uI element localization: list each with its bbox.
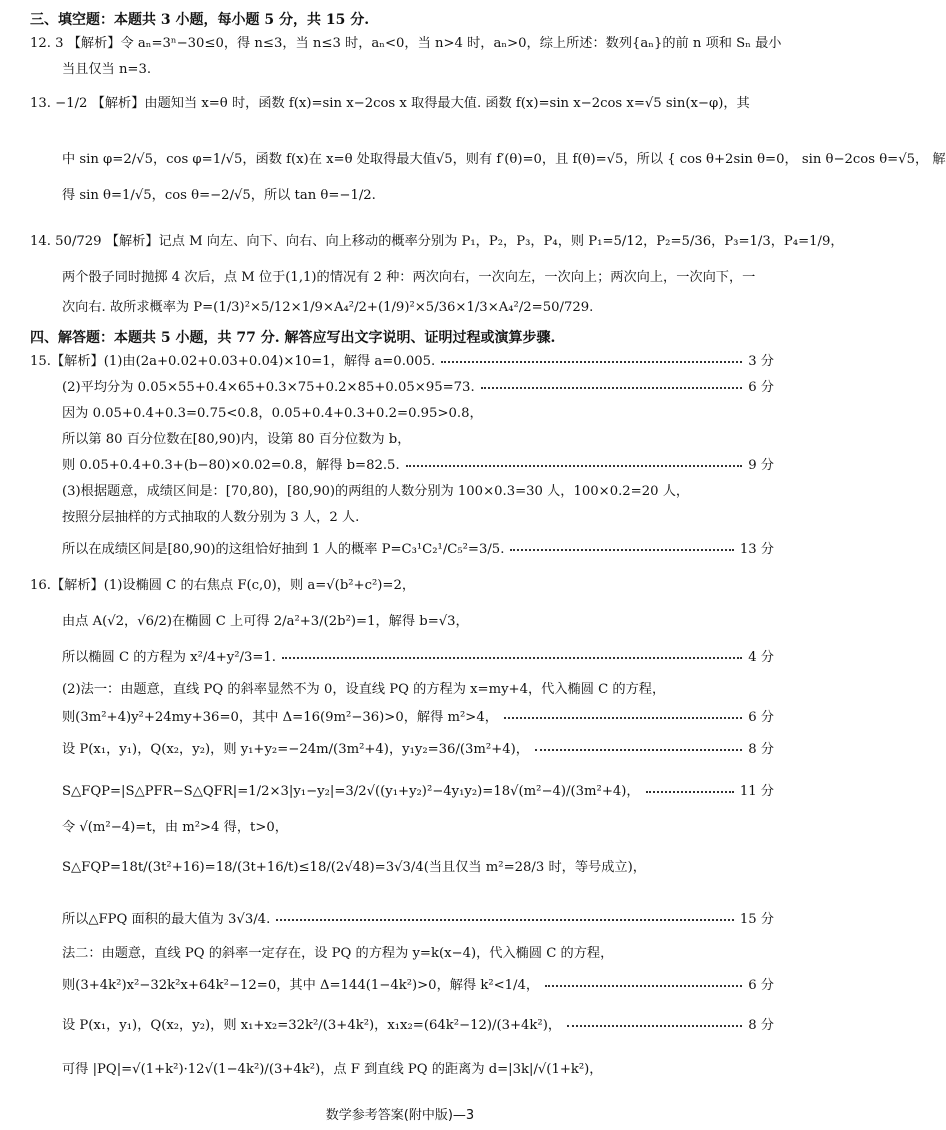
leader-dots: [481, 387, 743, 389]
leader-dots: [567, 1025, 742, 1027]
answer-16-line: 由点 A(√2，√6/2)在椭圆 C 上可得 2/a²+3/(2b²)=1，解得 b=√3，: [62, 614, 469, 629]
answer-16-line: S△FQP=18t/(3t²+16)=18/(3t+16/t)≤18/(2√48)=3√3/4(当且仅当 m²=28/3 时，等号成立)，: [62, 860, 646, 875]
score-label: 8 分: [748, 1018, 774, 1033]
page-footer: 数学参考答案(附中版)—3: [325, 1108, 475, 1123]
answer-13-line-3: 得 sin θ=1/√5，cos θ=−2/√5，所以 tan θ=−1/2.: [62, 188, 376, 203]
leader-dots: [535, 749, 742, 751]
answer-16-line: 16.【解析】(1)设椭圆 C 的右焦点 F(c,0)，则 a=√(b²+c²)=2，: [30, 578, 416, 593]
leader-dots: [441, 361, 742, 363]
score-label: 6 分: [748, 380, 774, 395]
answer-text: 则(3m²+4)y²+24my+36=0，其中 Δ=16(9m²−36)>0，解得 m²>4，: [62, 710, 498, 725]
answer-14-line-3: 次向右. 故所求概率为 P=(1/3)²×5/12×1/9×A₄²/2+(1/9)²×5/36×1/3×A₄²/2=50/729.: [62, 300, 594, 315]
answer-16-line: [62, 976, 774, 996]
answer-13-line-2: 中 sin φ=2/√5，cos φ=1/√5，函数 f(x)在 x=θ 处取得最大值√5，则有 f′(θ)=0，且 f(θ)=√5，所以 { cos θ+2sin θ=0， sin θ−2cos θ=√5， 解: [62, 152, 946, 167]
answer-text: (2)平均分为 0.05×55+0.4×65+0.3×75+0.2×85+0.05×95=73.: [62, 380, 475, 395]
answer-13-line-1: 13. −1/2 【解析】由题知当 x=θ 时，函数 f(x)=sin x−2cos x 取得最大值. 函数 f(x)=sin x−2cos x=√5 sin(x−φ)，其: [30, 96, 750, 111]
answer-15-line: [62, 456, 774, 476]
answer-text: 所以△FPQ 面积的最大值为 3√3/4.: [62, 912, 271, 927]
leader-dots: [646, 791, 734, 793]
answer-15-line: 所以第 80 百分位数在[80,90)内，设第 80 百分位数为 b，: [62, 432, 411, 447]
answer-16-line: [62, 1016, 774, 1036]
answer-text: 则 0.05+0.4+0.3+(b−80)×0.02=0.8，解得 b=82.5.: [62, 458, 400, 473]
answer-14-line-1: 14. 50/729 【解析】记点 M 向左、向下、向右、向上移动的概率分别为 P₁，P₂，P₃，P₄，则 P₁=5/12，P₂=5/36，P₃=1/3，P₄=1/9，: [30, 234, 844, 249]
answer-text: 所以椭圆 C 的方程为 x²/4+y²/3=1.: [62, 650, 276, 665]
score-label: 6 分: [748, 978, 774, 993]
answer-15-line: 因为 0.05+0.4+0.3=0.75<0.8，0.05+0.4+0.3+0.2=0.95>0.8，: [62, 406, 483, 421]
answer-15-line: [30, 352, 774, 372]
answer-15-line: [62, 378, 774, 398]
answer-text: S△FQP=|S△PFR−S△QFR|=1/2×3|y₁−y₂|=3/2√((y₁+y₂)²−4y₁y₂)=18√(m²−4)/(3m²+4)，: [62, 784, 640, 799]
answer-16-line: 可得 |PQ|=√(1+k²)·12√(1−4k²)/(3+4k²)，点 F 到直线 PQ 的距离为 d=|3k|/√(1+k²)，: [62, 1062, 603, 1077]
answer-12-line-2: 当且仅当 n=3.: [62, 62, 152, 77]
answer-15-line: [62, 540, 774, 560]
answer-16-line: [62, 648, 774, 668]
score-label: 11 分: [739, 784, 774, 799]
leader-dots: [406, 465, 743, 467]
answer-text: 15.【解析】(1)由(2a+0.02+0.03+0.04)×10=1，解得 a=0.005.: [30, 354, 436, 369]
section-heading: 三、填空题：本题共 3 小题，每小题 5 分，共 15 分.: [30, 12, 370, 28]
score-label: 13 分: [739, 542, 774, 557]
section-heading: 四、解答题：本题共 5 小题，共 77 分. 解答应写出文字说明、证明过程或演算步骤.: [30, 330, 556, 346]
answer-16-line: [62, 740, 774, 760]
score-label: 8 分: [748, 742, 774, 757]
score-label: 3 分: [748, 354, 774, 369]
leader-dots: [545, 985, 742, 987]
answer-text: 所以在成绩区间是[80,90)的这组恰好抽到 1 人的概率 P=C₃¹C₂¹/C₅²=3/5.: [62, 542, 505, 557]
answer-14-line-2: 两个骰子同时抛掷 4 次后，点 M 位于(1,1)的情况有 2 种：两次向右，一次向左，一次向上；两次向上，一次向下，一: [62, 270, 756, 285]
leader-dots: [282, 657, 742, 659]
leader-dots: [504, 717, 742, 719]
answer-16-line: [62, 910, 774, 930]
answer-16-line: [62, 708, 774, 728]
leader-dots: [276, 919, 734, 921]
answer-text: 则(3+4k²)x²−32k²x+64k²−12=0，其中 Δ=144(1−4k²)>0，解得 k²<1/4，: [62, 978, 540, 993]
answer-16-line: 令 √(m²−4)=t，由 m²>4 得，t>0，: [62, 820, 288, 835]
answer-16-line: [62, 782, 774, 802]
score-label: 15 分: [739, 912, 774, 927]
score-label: 9 分: [748, 458, 774, 473]
answer-16-line: (2)法一：由题意，直线 PQ 的斜率显然不为 0，设直线 PQ 的方程为 x=my+4，代入椭圆 C 的方程，: [62, 682, 666, 697]
leader-dots: [510, 549, 733, 551]
answer-text: 设 P(x₁，y₁)，Q(x₂，y₂)，则 y₁+y₂=−24m/(3m²+4)，y₁y₂=36/(3m²+4)，: [62, 742, 529, 757]
score-label: 6 分: [748, 710, 774, 725]
answer-12-line-1: 12. 3 【解析】令 aₙ=3ⁿ−30≤0，得 n≤3，当 n≤3 时，aₙ<0，当 n>4 时，aₙ>0，综上所述：数列{aₙ}的前 n 项和 Sₙ 最小: [30, 36, 782, 51]
answer-text: 设 P(x₁，y₁)，Q(x₂，y₂)，则 x₁+x₂=32k²/(3+4k²)，x₁x₂=(64k²−12)/(3+4k²)，: [62, 1018, 562, 1033]
answer-15-line: 按照分层抽样的方式抽取的人数分别为 3 人，2 人.: [62, 510, 360, 525]
score-label: 4 分: [748, 650, 774, 665]
answer-16-line: 法二：由题意，直线 PQ 的斜率一定存在，设 PQ 的方程为 y=k(x−4)，代入椭圆 C 的方程，: [62, 946, 614, 961]
answer-15-line: (3)根据题意，成绩区间是：[70,80)，[80,90)的两组的人数分别为 100×0.3=30 人，100×0.2=20 人，: [62, 484, 690, 499]
